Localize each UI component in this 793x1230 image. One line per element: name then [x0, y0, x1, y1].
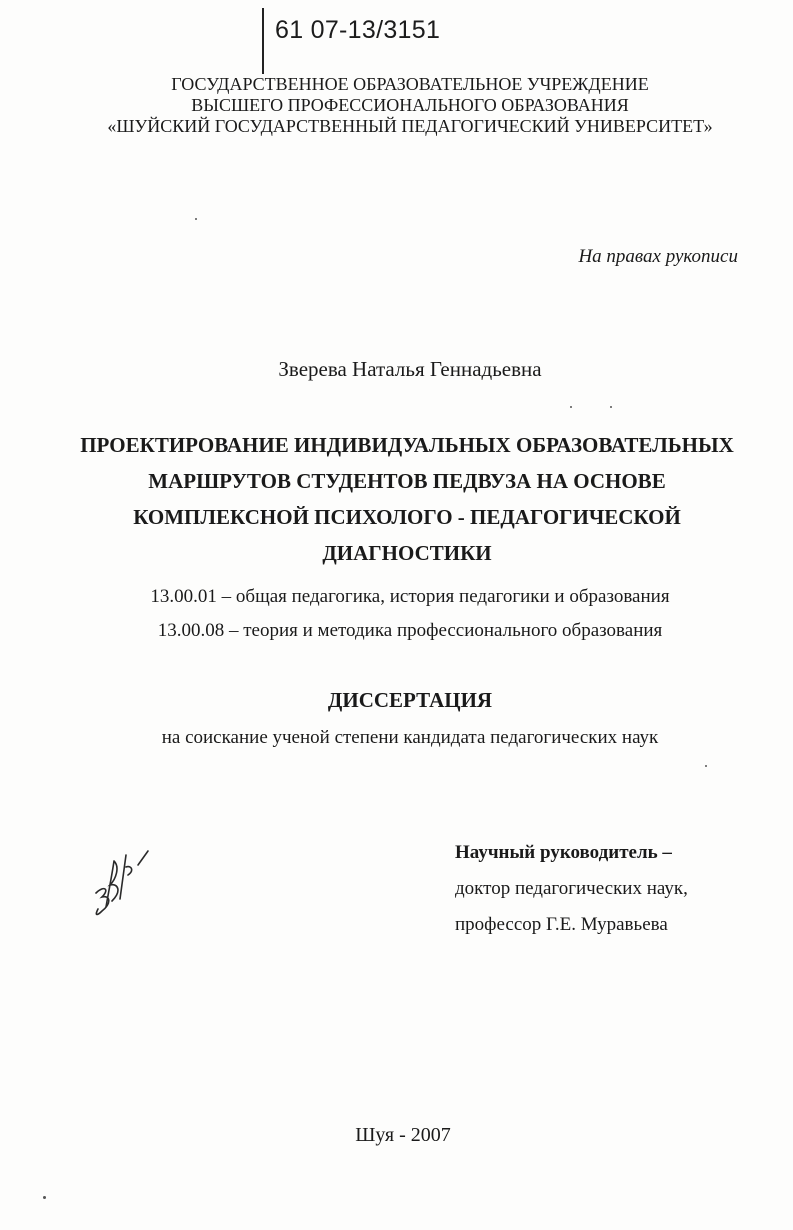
specialty-codes — [0, 580, 793, 648]
dissertation-title — [0, 427, 793, 571]
supervisor-degree: доктор педагогических наук, — [455, 878, 688, 899]
title-line: КОМПЛЕКСНОЙ ПСИХОЛОГО - ПЕДАГОГИЧЕСКОЙ — [133, 505, 681, 529]
supervisor-block — [455, 835, 688, 943]
scan-speck — [43, 1196, 46, 1199]
handwritten-signature — [86, 845, 156, 925]
scan-speck — [195, 218, 197, 220]
institution-line: ГОСУДАРСТВЕННОЕ ОБРАЗОВАТЕЛЬНОЕ УЧРЕЖДЕНИЕ — [171, 74, 649, 94]
institution-block — [0, 74, 793, 137]
signature-stroke — [138, 851, 148, 865]
document-type: ДИССЕРТАЦИЯ — [327, 688, 493, 712]
specialty-line: 13.00.01 – общая педагогика, история педагогики и образования — [150, 586, 670, 607]
institution-line: ВЫСШЕГО ПРОФЕССИОНАЛЬНОГО ОБРАЗОВАНИЯ — [191, 95, 629, 115]
registration-vertical-line — [262, 8, 264, 74]
title-line: ПРОЕКТИРОВАНИЕ ИНДИВИДУАЛЬНЫХ ОБРАЗОВАТЕЛЬНЫХ — [80, 433, 734, 457]
supervisor-name: профессор Г.Е. Муравьева — [455, 914, 668, 935]
signature-stroke — [106, 861, 118, 907]
title-line: МАРШРУТОВ СТУДЕНТОВ ПЕДВУЗА НА ОСНОВЕ — [148, 469, 666, 493]
degree-sought: на соискание ученой степени кандидата педагогических наук — [161, 727, 659, 748]
supervisor-role: Научный руководитель – — [455, 842, 672, 863]
city-and-year: Шуя - 2007 — [355, 1124, 451, 1146]
manuscript-note: На правах рукописи — [578, 246, 738, 267]
scan-speck — [610, 406, 612, 408]
institution-line: «ШУЙСКИЙ ГОСУДАРСТВЕННЫЙ ПЕДАГОГИЧЕСКИЙ УНИВЕРСИТЕТ» — [107, 116, 713, 136]
author-name: Зверева Наталья Геннадьевна — [278, 357, 542, 381]
title-line: ДИАГНОСТИКИ — [322, 541, 492, 565]
signature-stroke — [120, 855, 132, 899]
registration-number: 61 07-13/3151 — [275, 16, 441, 44]
scan-speck — [705, 765, 707, 767]
specialty-line: 13.00.08 – теория и методика профессионального образования — [157, 620, 663, 641]
scan-speck — [570, 406, 572, 408]
